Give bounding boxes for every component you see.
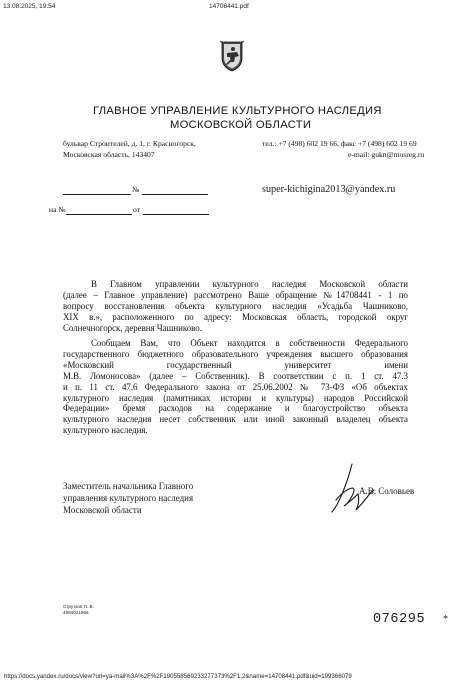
signer-position-line: управления культурного наследия xyxy=(63,493,194,503)
signer-position-line: Заместитель начальника Главного xyxy=(63,481,194,491)
paragraph-2-line: культурного наследия (памятниках истории и культуры) народов Российской xyxy=(63,392,408,403)
paragraph-2-line: культурного наследия. xyxy=(63,425,148,436)
paragraph-1 xyxy=(63,279,408,334)
executor-name: Струтков П. В. xyxy=(63,604,94,609)
paragraph-1-line: вопросу восстановления объекта культурного наследия «Усадьба Чашниково, xyxy=(63,300,408,311)
paragraph-1-line: Солнечногорск, деревня Чашниково. xyxy=(63,322,202,333)
signer-name: А.В. Соловьев xyxy=(359,486,415,496)
registration-mark: * xyxy=(443,614,448,625)
signer-position xyxy=(63,480,193,516)
phone-fax: тел.: +7 (498) 602 19 66, факс +7 (498) 602 19 69 xyxy=(262,139,417,148)
paragraph-2-line: государственного бюджетного образовательного учреждения высшего образования xyxy=(63,348,408,359)
ref-number-line xyxy=(142,194,208,195)
reply-from-label: от xyxy=(133,205,141,214)
org-name-line2: МОСКОВСКОЙ ОБЛАСТИ xyxy=(170,119,312,131)
reply-date-line xyxy=(143,214,209,215)
org-name-line1: ГЛАВНОЕ УПРАВЛЕНИЕ КУЛЬТУРНОГО НАСЛЕДИЯ xyxy=(93,105,382,117)
reply-number-line xyxy=(66,214,132,215)
reply-to-label: на № xyxy=(49,205,66,214)
coat-of-arms-icon xyxy=(218,40,246,72)
signer-position-line: Московской области xyxy=(63,505,142,515)
paragraph-2 xyxy=(63,338,408,436)
paragraph-2-line: М.В. Ломоносова» (далее – Собственник). В соответствии с п. 1 ст. 47.3 xyxy=(63,370,408,381)
paragraph-2-line: и п. 11 ст. 47.6 Федерального закона от 25.06.2002 № 73-ФЗ «Об объектах xyxy=(63,381,408,392)
ref-date-line xyxy=(63,194,131,195)
address-line1: бульвар Строителей, д. 1, г. Красногорск, xyxy=(63,139,196,148)
org-email: e-mail: gukn@mosreg.ru xyxy=(348,150,425,159)
paragraph-1-line: В Главном управлении культурного наследия Московской области xyxy=(91,279,408,289)
paragraph-2-line: «Московский государственный университет имени xyxy=(63,359,408,370)
paragraph-1-line: XIX в.», расположенного по адресу: Московская область, городской округ xyxy=(63,311,408,322)
paragraph-2-line: культурного наследия несет собственник или иной законный владелец объекта xyxy=(63,414,408,425)
print-doc-title: 14708441.pdf xyxy=(209,3,249,10)
paragraph-2-line: Сообщаем Вам, что Объект находится в собственности Федерального xyxy=(91,338,408,348)
recipient-email: super-kichigina2013@yandex.ru xyxy=(262,184,396,195)
executor-phone: 4984021966 xyxy=(63,610,89,615)
registration-number: 076295 xyxy=(373,612,426,627)
ref-number-sign: № xyxy=(132,185,140,194)
print-datetime: 13.08.2025, 19:54 xyxy=(3,3,56,10)
address-line2: Московская область, 143407 xyxy=(63,150,155,159)
paragraph-2-line: Федерации» бремя расходов на содержание и благоустройство объекта xyxy=(63,403,408,414)
paragraph-1-line: (далее – Главное управление) рассмотрено Ваше обращение №14708441 - 1 по xyxy=(63,289,408,300)
print-url[interactable]: https://docs.yandex.ru/docs/view?url=ya-mail%3A%2F%2F190558569233277373%2F1.2&name=14708441.pdf&uid=199366079 xyxy=(4,673,352,680)
